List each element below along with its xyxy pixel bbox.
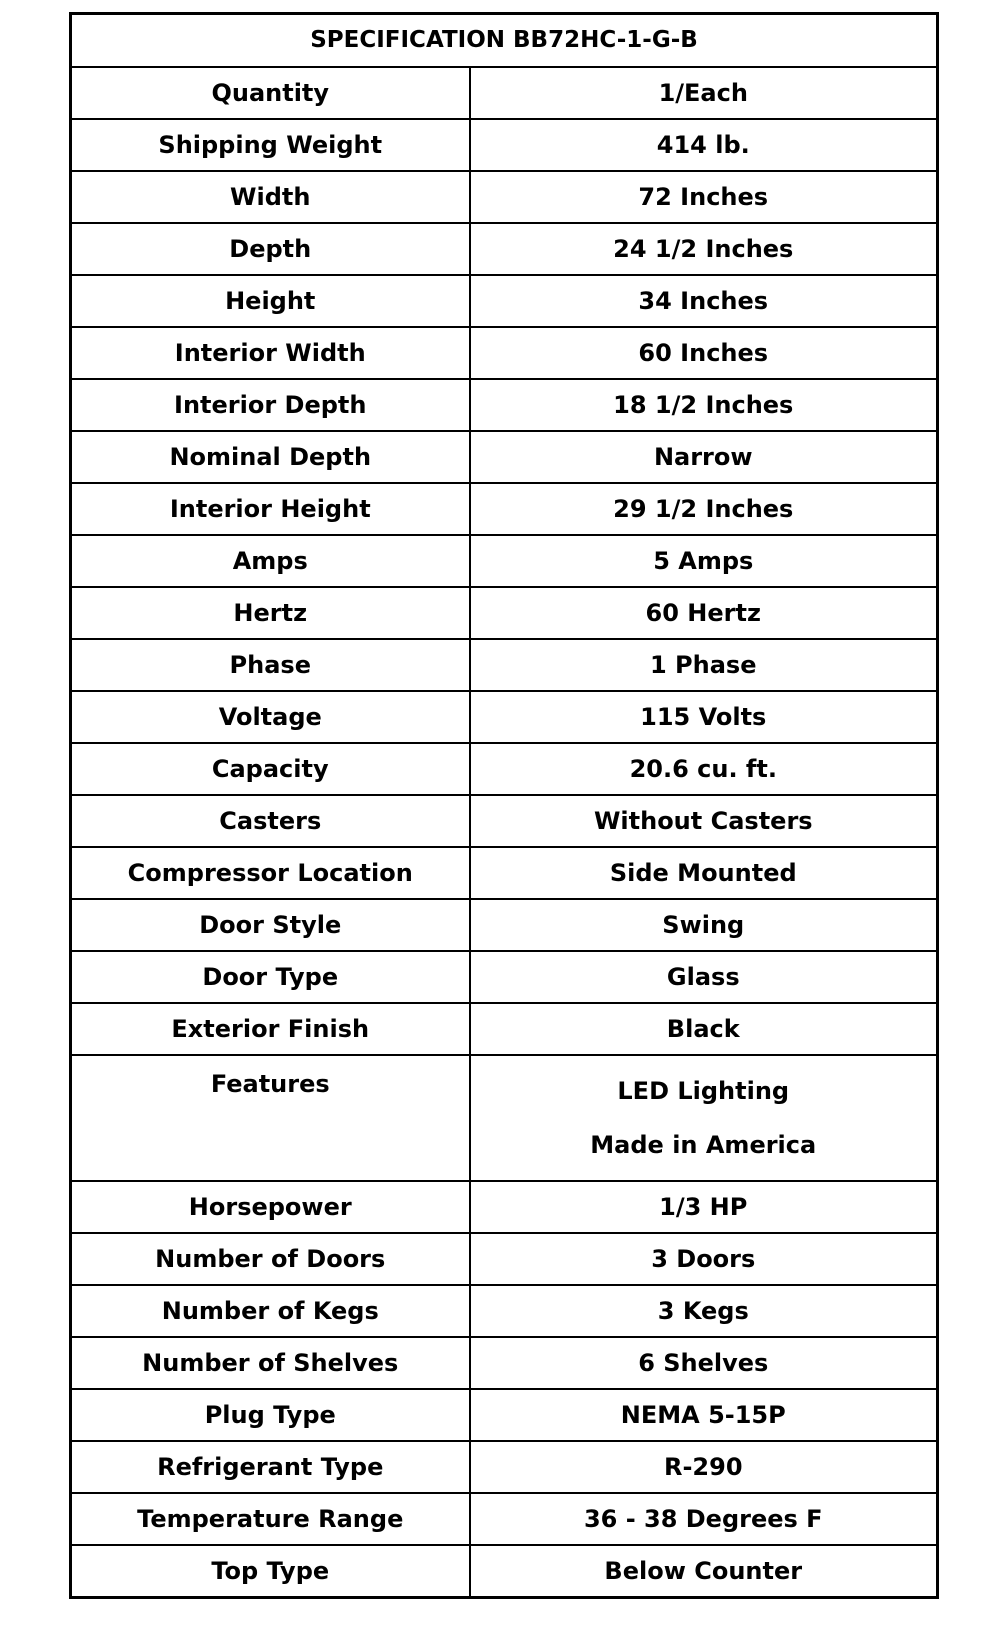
spec-label: Height <box>71 275 470 327</box>
table-row <box>71 847 938 899</box>
spec-value: 36 - 38 Degrees F <box>470 1493 938 1545</box>
table-row <box>71 639 938 691</box>
table-row <box>71 1337 938 1389</box>
spec-value: Black <box>470 1003 938 1055</box>
spec-label: Horsepower <box>71 1181 470 1233</box>
table-row <box>71 899 938 951</box>
spec-label: Door Style <box>71 899 470 951</box>
spec-label: Casters <box>71 795 470 847</box>
spec-value: 3 Kegs <box>470 1285 938 1337</box>
spec-label: Amps <box>71 535 470 587</box>
spec-value: 20.6 cu. ft. <box>470 743 938 795</box>
table-row <box>71 223 938 275</box>
spec-label: Plug Type <box>71 1389 470 1441</box>
spec-value: LED Lighting <box>617 1077 790 1105</box>
table-row <box>71 1493 938 1545</box>
spec-label: Hertz <box>71 587 470 639</box>
spec-label: Capacity <box>71 743 470 795</box>
spec-label: Number of Doors <box>71 1233 470 1285</box>
spec-value: 18 1/2 Inches <box>470 379 938 431</box>
table-row <box>71 1285 938 1337</box>
table-row <box>71 1233 938 1285</box>
spec-value: 115 Volts <box>470 691 938 743</box>
table-row <box>71 1389 938 1441</box>
spec-value: Made in America <box>590 1131 817 1159</box>
spec-value: Below Counter <box>470 1545 938 1598</box>
spec-value: Narrow <box>470 431 938 483</box>
spec-label: Shipping Weight <box>71 119 470 171</box>
table-row <box>71 743 938 795</box>
spec-value: Glass <box>470 951 938 1003</box>
table-row <box>71 483 938 535</box>
spec-label: Interior Width <box>71 327 470 379</box>
spec-value: NEMA 5-15P <box>470 1389 938 1441</box>
spec-value: Side Mounted <box>470 847 938 899</box>
spec-value: 3 Doors <box>470 1233 938 1285</box>
spec-value: 5 Amps <box>470 535 938 587</box>
spec-value: 1/3 HP <box>470 1181 938 1233</box>
table-row <box>71 1003 938 1055</box>
table-row <box>71 587 938 639</box>
spec-value: 414 lb. <box>470 119 938 171</box>
spec-value: 72 Inches <box>470 171 938 223</box>
spec-label: Phase <box>71 639 470 691</box>
table-row <box>71 379 938 431</box>
table-row <box>71 1545 938 1598</box>
table-row <box>71 119 938 171</box>
table-row <box>71 1181 938 1233</box>
spec-value: Without Casters <box>470 795 938 847</box>
table-row <box>71 67 938 119</box>
spec-label: Top Type <box>71 1545 470 1598</box>
table-row <box>71 951 938 1003</box>
spec-label: Voltage <box>71 691 470 743</box>
spec-label: Interior Depth <box>71 379 470 431</box>
spec-label: Interior Height <box>71 483 470 535</box>
spec-value: 34 Inches <box>470 275 938 327</box>
spec-label: Number of Shelves <box>71 1337 470 1389</box>
spec-value: R-290 <box>470 1441 938 1493</box>
spec-value: 60 Hertz <box>470 587 938 639</box>
spec-label: Features <box>71 1055 470 1181</box>
table-title-row <box>71 14 938 68</box>
spec-value: 1/Each <box>470 67 938 119</box>
table-row <box>71 795 938 847</box>
table-row <box>71 327 938 379</box>
spec-value: Swing <box>470 899 938 951</box>
spec-label: Quantity <box>71 67 470 119</box>
spec-value: 60 Inches <box>470 327 938 379</box>
spec-label: Compressor Location <box>71 847 470 899</box>
spec-label: Door Type <box>71 951 470 1003</box>
spec-label: Width <box>71 171 470 223</box>
spec-label: Exterior Finish <box>71 1003 470 1055</box>
spec-value: 6 Shelves <box>470 1337 938 1389</box>
table-row <box>71 171 938 223</box>
spec-value: 24 1/2 Inches <box>470 223 938 275</box>
table-row <box>71 431 938 483</box>
spec-label: Depth <box>71 223 470 275</box>
table-title: SPECIFICATION BB72HC-1-G-B <box>71 14 938 68</box>
table-row <box>71 691 938 743</box>
spec-label: Number of Kegs <box>71 1285 470 1337</box>
spec-label: Refrigerant Type <box>71 1441 470 1493</box>
table-row <box>71 275 938 327</box>
table-row-features <box>71 1055 938 1181</box>
table-row <box>71 1441 938 1493</box>
table-row <box>71 535 938 587</box>
spec-label: Temperature Range <box>71 1493 470 1545</box>
spec-value-list <box>470 1055 938 1181</box>
spec-label: Nominal Depth <box>71 431 470 483</box>
specification-table <box>69 12 939 1599</box>
spec-value: 1 Phase <box>470 639 938 691</box>
spec-value: 29 1/2 Inches <box>470 483 938 535</box>
